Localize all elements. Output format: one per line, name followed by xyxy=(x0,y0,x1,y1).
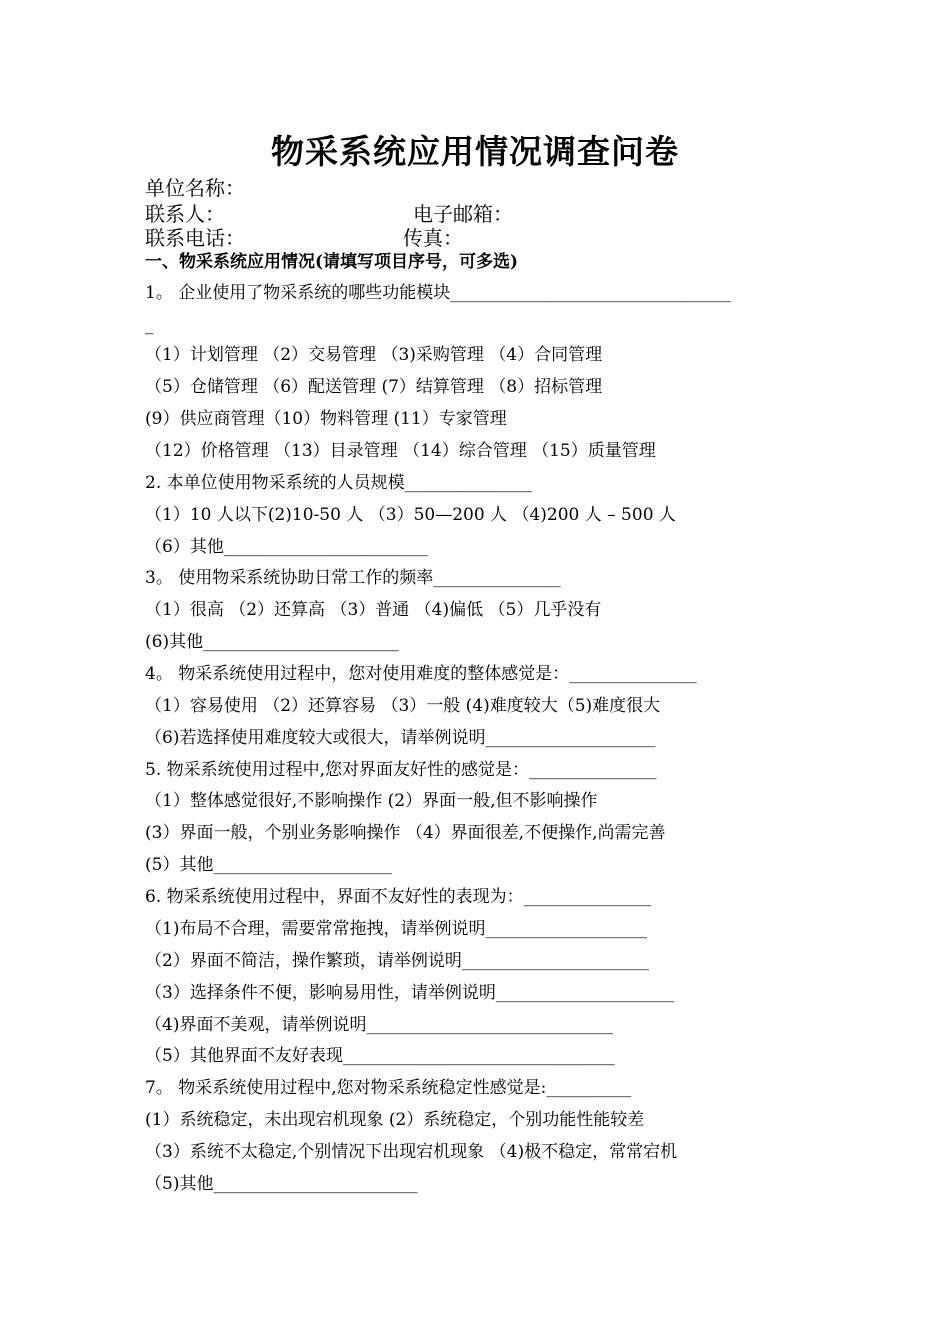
question-1-continuation: _ xyxy=(145,315,154,335)
section-heading: 一、物采系统应用情况(请填写项目序号，可多选) xyxy=(145,252,519,272)
question-1-options-row-1: （1）计划管理 （2）交易管理 （3)采购管理 （4）合同管理 xyxy=(145,345,603,365)
question-2-other: （6）其他________________________ xyxy=(145,537,428,557)
phone-label: 联系电话： xyxy=(145,226,245,250)
question-4-options: （1）容易使用 （2）还算容易 （3）一般 (4)难度较大（5)难度很大 xyxy=(145,696,661,716)
question-1: 1。 企业使用了物采系统的哪些功能模块_________________________________ xyxy=(145,283,731,303)
question-6: 6. 物采系统使用过程中，界面不友好性的表现为：_______________ xyxy=(145,887,652,907)
document-title: 物采系统应用情况调查问卷 xyxy=(271,132,679,171)
question-6-option-1: （1)布局不合理，需要常常拖拽，请举例说明___________________ xyxy=(145,919,647,939)
question-1-options-row-4: （12）价格管理 （13）目录管理 （14）综合管理 （15）质量管理 xyxy=(145,441,656,461)
question-7: 7。 物采系统使用过程中,您对物采系统稳定性感觉是:__________ xyxy=(145,1078,632,1098)
question-6-option-2: （2）界面不简洁，操作繁琐，请举例说明______________________ xyxy=(145,951,649,971)
contact-label: 联系人： xyxy=(145,202,225,226)
question-5-options-row-1: （1）整体感觉很好,不影响操作 (2）界面一般,但不影响操作 xyxy=(145,791,598,811)
question-6-option-4: （4)界面不美观，请举例说明_____________________________ xyxy=(145,1015,613,1035)
question-3-other: (6)其他_______________________ xyxy=(145,632,399,652)
question-5-options-row-2: (3）界面一般，个别业务影响操作 （4）界面很差,不便操作,尚需完善 xyxy=(145,823,666,843)
question-1-options-row-3: (9）供应商管理（10）物料管理 (11）专家管理 xyxy=(145,409,507,429)
question-4: 4。 物采系统使用过程中，您对使用难度的整体感觉是：_______________ xyxy=(145,664,697,684)
unit-name-label: 单位名称： xyxy=(145,176,245,200)
question-7-other: （5)其他________________________ xyxy=(145,1174,418,1194)
email-label: 电子邮箱： xyxy=(413,202,513,226)
question-6-option-5: （5）其他界面不友好表现________________________________ xyxy=(145,1046,615,1066)
question-7-options-row-2: （3）系统不太稳定,个别情况下出现宕机现象 （4)极不稳定，常常宕机 xyxy=(145,1142,678,1162)
question-2: 2. 本单位使用物采系统的人员规模_______________ xyxy=(145,473,533,493)
question-1-options-row-2: （5）仓储管理 （6）配送管理 (7）结算管理 （8）招标管理 xyxy=(145,377,603,397)
question-6-option-3: （3）选择条件不便，影响易用性，请举例说明_____________________ xyxy=(145,983,675,1003)
fax-label: 传真： xyxy=(403,226,463,250)
question-4-example: （6)若选择使用难度较大或很大，请举例说明____________________ xyxy=(145,728,656,748)
question-7-options-row-1: (1）系统稳定，未出现宕机现象 (2）系统稳定，个别功能性能较差 xyxy=(145,1110,645,1130)
question-5-other: (5）其他_____________________ xyxy=(145,855,392,875)
question-5: 5. 物采系统使用过程中,您对界面友好性的感觉是：_______________ xyxy=(145,760,657,780)
question-2-options: （1）10 人以下(2)10-50 人 （3）50—200 人 （4)200 人 – 500 人 xyxy=(145,505,676,525)
question-3-options: （1）很高 （2）还算高 （3）普通 （4)偏低 （5）几乎没有 xyxy=(145,600,602,620)
question-3: 3。 使用物采系统协助日常工作的频率_______________ xyxy=(145,568,561,588)
